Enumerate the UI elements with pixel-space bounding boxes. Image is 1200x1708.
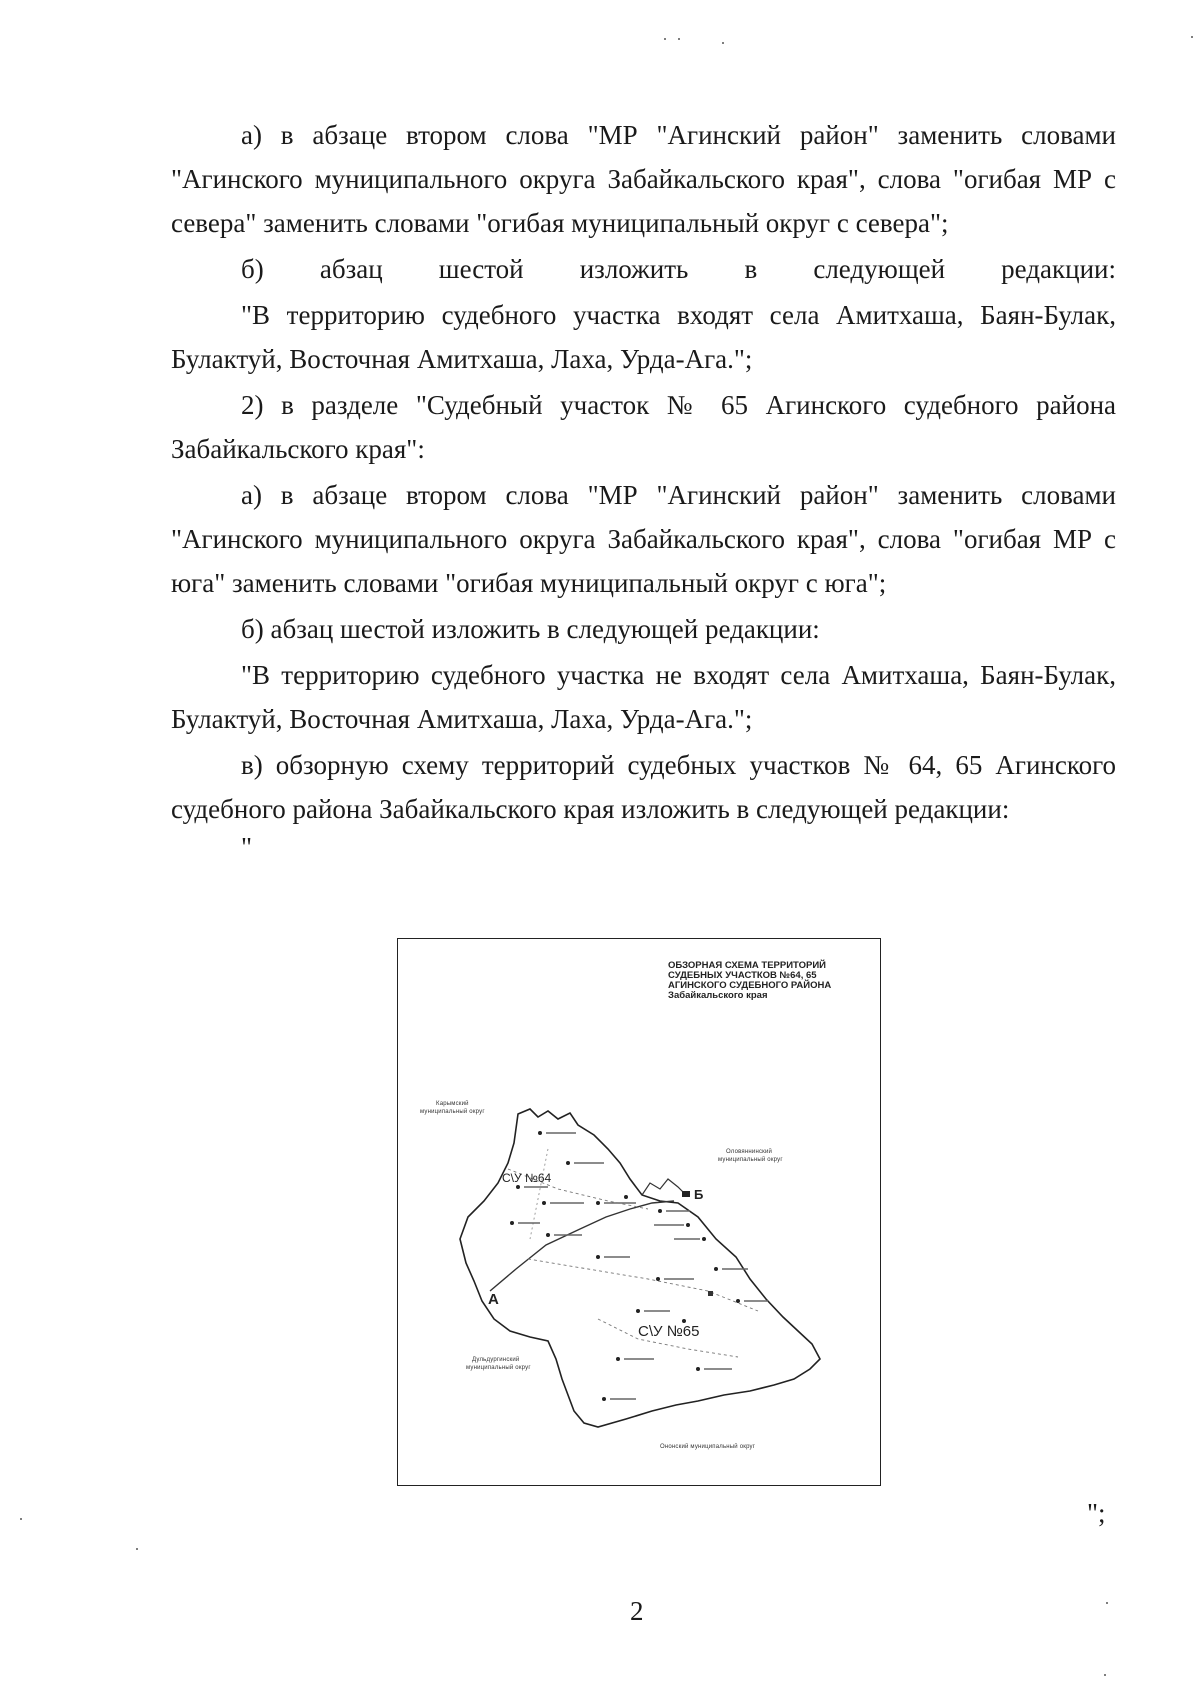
neighbor-west-type: муниципальный округ — [466, 1365, 531, 1371]
paragraph-section-2: 2) в разделе "Судебный участок № 65 Агинского судебного района Забайкальского края": — [171, 390, 1116, 464]
paragraph-2a-second: а) в абзаце втором слова "МР "Агинский район" заменить словами "Агинского муниципального округа Забайкальского края", слова "огибая МР с юга" заменить словами "огибая муниципальный округ с юга"; — [171, 480, 1116, 598]
scan-speck — [722, 42, 724, 44]
map-title-line: ОБЗОРНАЯ СХЕМА ТЕРРИТОРИЙ — [668, 960, 827, 971]
division-line — [490, 1201, 674, 1291]
point-a-label: А — [488, 1291, 499, 1308]
paragraph-2c: в) обзорную схему территорий судебных участков № 64, 65 Агинского судебного района Забайкальского края изложить в следующей редакции: — [171, 750, 1116, 824]
scan-speck — [664, 38, 666, 40]
overview-map — [397, 938, 881, 1486]
scan-speck — [20, 1518, 22, 1520]
map-drawing — [398, 939, 882, 1487]
scan-speck — [1106, 1602, 1108, 1604]
point-b-marker — [682, 1191, 690, 1197]
document-body — [171, 113, 1116, 869]
neighbor-east-type: муниципальный округ — [718, 1157, 783, 1163]
map-title-line: Забайкальского края — [668, 990, 768, 1001]
scan-speck — [678, 38, 680, 40]
paragraph-2b-second: б) абзац шестой изложить в следующей редакции: — [241, 614, 820, 644]
opening-quote: " — [241, 832, 253, 862]
scan-speck — [1191, 36, 1193, 38]
map-title-line: СУДЕБНЫХ УЧАСТКОВ №64, 65 — [668, 970, 817, 981]
paragraph-2a-first: а) в абзаце втором слова "МР "Агинский район" заменить словами "Агинского муниципального округа Забайкальского края", слова "огибая МР с севера" заменить словами "огибая муниципальный округ с севера"; — [171, 120, 1116, 238]
paragraph-quote-first: "В территорию судебного участка входят села Амитхаша, Баян-Булак, Булактуй, Восточная Амитхаша, Лаха, Урда-Ага."; — [171, 300, 1116, 374]
scan-speck — [1104, 1674, 1106, 1676]
closing-quote: "; — [1087, 1498, 1106, 1528]
page-number: 2 — [630, 1596, 644, 1626]
map-title — [668, 961, 868, 1001]
neighbor-north-type: муниципальный округ — [420, 1109, 485, 1115]
neighbor-south: Ононский муниципальный округ — [660, 1444, 756, 1450]
zone-64-label: С\У №64 — [502, 1171, 552, 1185]
paragraph-2b-first: б) абзац шестой изложить в следующей редакции: — [241, 254, 1116, 284]
neighbor-east-name: Оловяннинский — [726, 1149, 773, 1155]
neighbor-north-name: Карымский — [436, 1101, 469, 1107]
map-title-line: АГИНСКОГО СУДЕБНОГО РАЙОНА — [668, 980, 832, 991]
paragraph-quote-second: "В территорию судебного участка не входят села Амитхаша, Баян-Булак, Булактуй, Восточная Амитхаша, Лаха, Урда-Ага."; — [171, 660, 1116, 734]
scan-speck — [136, 1548, 138, 1550]
point-b-label: Б — [694, 1187, 704, 1202]
neighbor-west-name: Дульдургинский — [472, 1357, 520, 1363]
zone-65-label: С\У №65 — [638, 1323, 700, 1340]
